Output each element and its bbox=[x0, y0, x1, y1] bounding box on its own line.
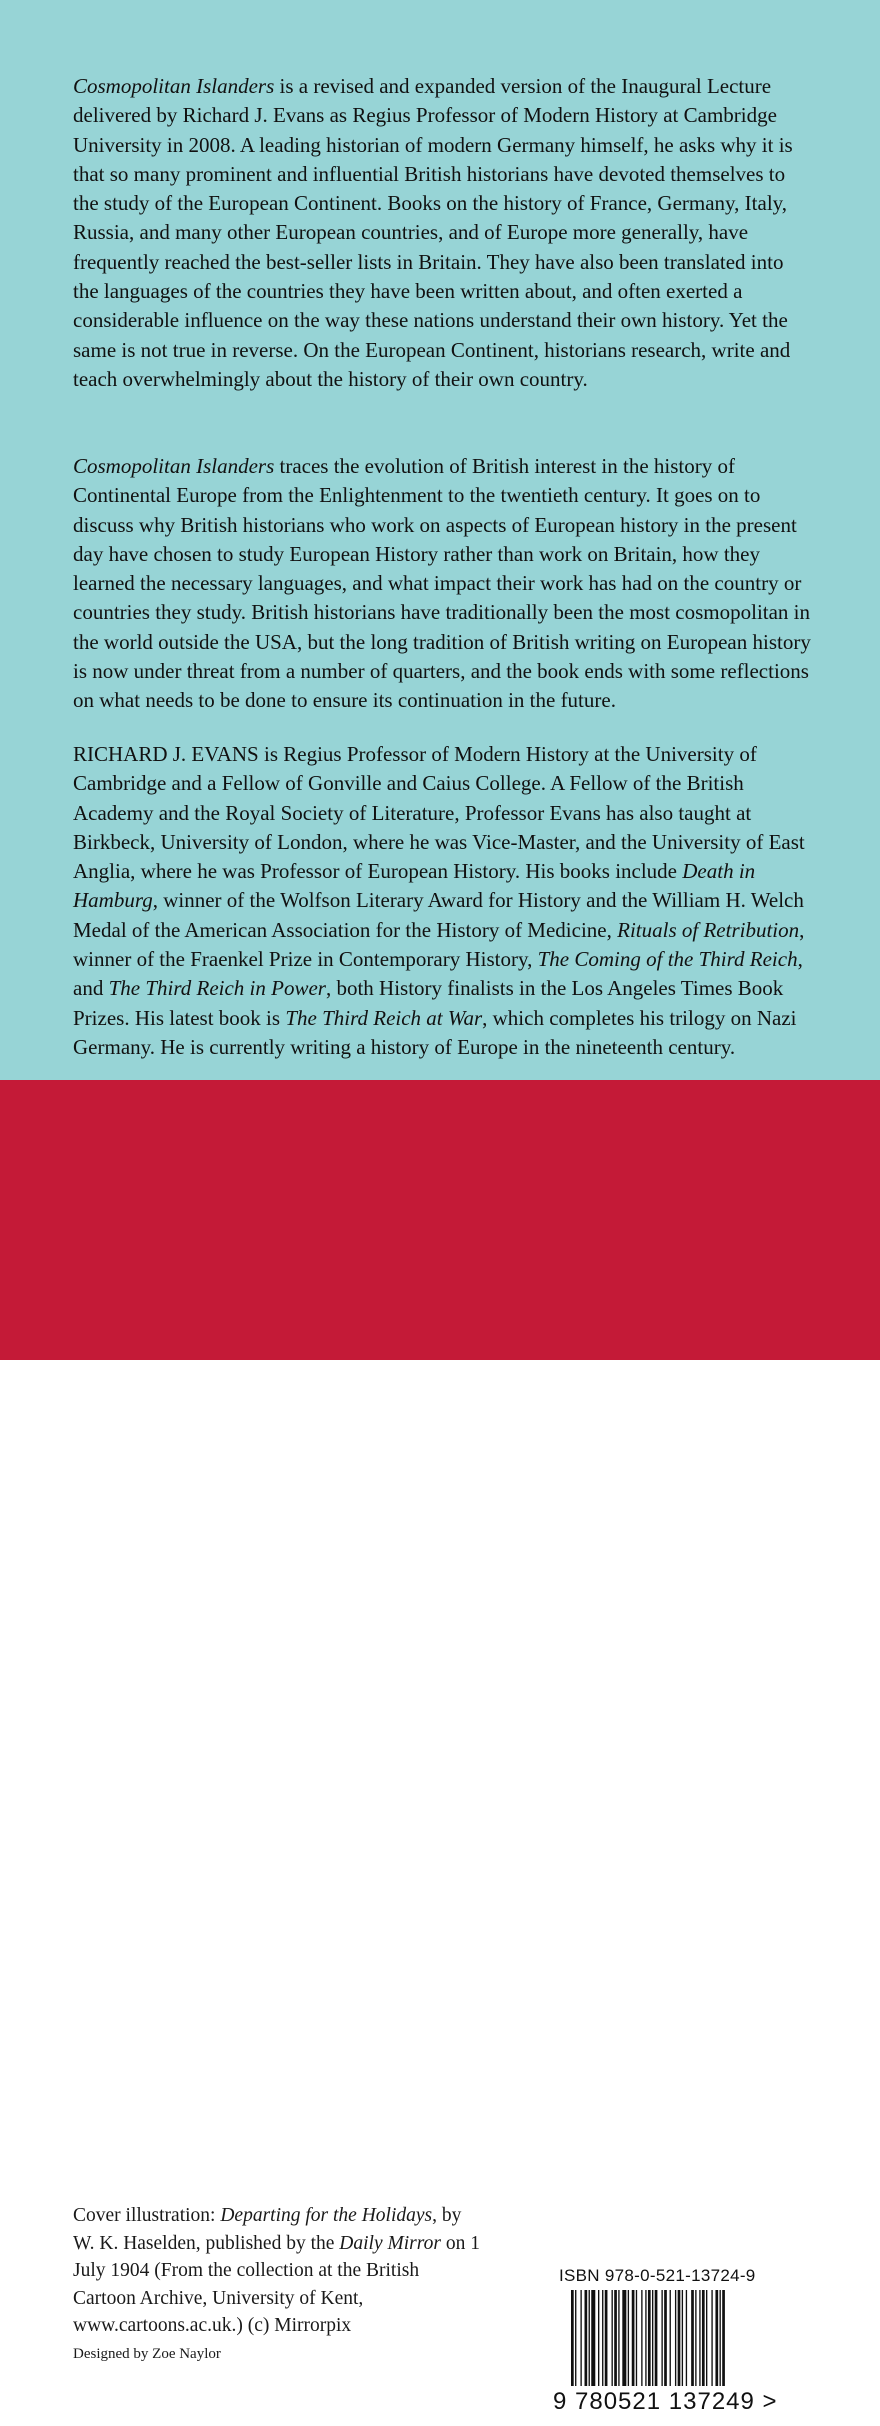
cover-illustration-credit: Cover illustration: Departing for the Holidays, by W. K. Haselden, published by the Daily Mirror on 1 July 1904 (From the collection at the British Cartoon Archive, University of Kent, www.cartoons.ac.uk.) (c) Mirrorpix bbox=[73, 2205, 480, 2337]
publisher-subtitle: UNIVERSITY PRESS bbox=[549, 2209, 762, 2234]
blurb-paragraph-2: Cosmopolitan Islanders traces the evolution of British interest in the history of Continental Europe from the Enlightenment to the twentieth century. It goes on to discuss why British historians who work on aspects of European history in the present day have chosen to study European History rather than work on Britain, how they learned the necessary languages, and what impact their work has had on the country or countries they study. British historians have traditionally been the most cosmopolitan in the world outside the USA, but the long tradition of British writing on European history is now under threat from a number of quarters, and the book ends with some reflections on what needs to be done to ensure its continuation in the future. bbox=[73, 454, 811, 713]
publisher-logo-name bbox=[549, 2163, 809, 2214]
publisher-name-rest: AMBRIDGE bbox=[580, 2172, 782, 2213]
publisher-name-initial: C bbox=[549, 2163, 581, 2214]
author-bio: RICHARD J. EVANS is Regius Professor of Modern History at the University of Cambridge and a Fellow of Gonville and Caius College. A Fellow of the British Academy and the Royal Society of Literature, Professor Evans has also taught at Birkbeck, University of London, where he was Vice-Master, and the University of East Anglia, where he was Professor of European History. His books include Death in Hamburg, winner of the Wolfson Literary Award for History and the William H. Welch Medal of the American Association for the History of Medicine, Rituals of Retribution, winner of the Fraenkel Prize in Contemporary History, The Coming of the Third Reich, and The Third Reich in Power, both History finalists in the Los Angeles Times Book Prizes. His latest book is The Third Reich at War, which completes his trilogy on Nazi Germany. He is currently writing a history of Europe in the nineteenth century. bbox=[73, 742, 805, 1059]
designer-credit: Designed by Zoe Naylor bbox=[73, 2346, 221, 2362]
footer-panel bbox=[0, 1080, 880, 2415]
blurb-paragraph-1: Cosmopolitan Islanders is a revised and expanded version of the Inaugural Lecture delivered by Richard J. Evans as Regius Professor of Modern History at Cambridge University in 2008. A leading historian of modern Germany himself, he asks why it is that so many prominent and influential British historians have devoted themselves to the study of the European Continent. Books on the history of France, Germany, Italy, Russia, and many other European countries, and of Europe more generally, have frequently reached the best-seller lists in Britain. They have also been translated into the languages of the countries they have been written about, and often exerted a considerable influence on the way these nations understand their own history. Yet the same is not true in reverse. On the European Continent, historians research, write and teach overwhelmingly about the history of their own country. bbox=[73, 74, 793, 391]
isbn-label: ISBN 978-0-521-13724-9 bbox=[559, 2266, 756, 2285]
barcode-panel bbox=[549, 2260, 814, 2426]
barcode-digits: 9 780521 137249 > bbox=[553, 2388, 778, 2415]
blurb-panel bbox=[0, 0, 880, 1080]
barcode-icon bbox=[571, 2290, 796, 2388]
publisher-url: www.cambridge.org bbox=[549, 2237, 692, 2254]
